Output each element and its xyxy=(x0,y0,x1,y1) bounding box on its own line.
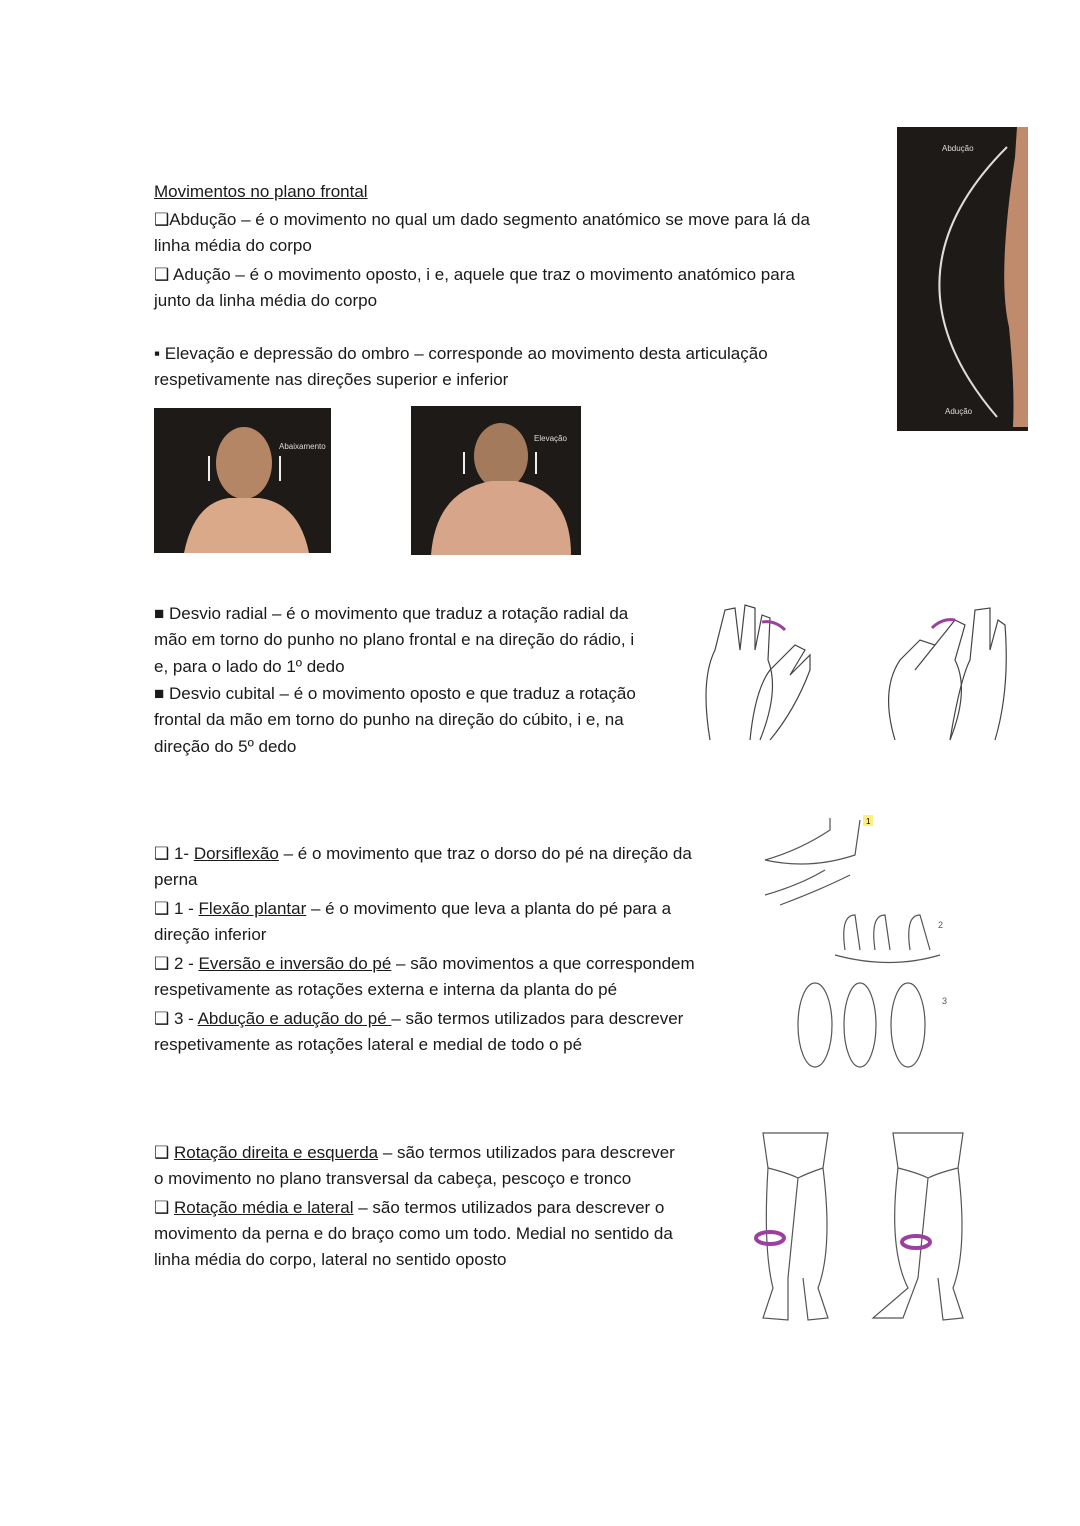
text-line: ■ Desvio radial – é o movimento que traduz a rotação radial da xyxy=(154,604,629,623)
underlined-term: Abdução e adução do pé xyxy=(197,1009,392,1028)
underlined-term: Dorsiflexão xyxy=(193,844,279,863)
text-line xyxy=(154,1035,582,1055)
text-segment: ❑ 1- xyxy=(154,844,194,863)
text-segment: – são termos utilizados para descrever o xyxy=(353,1198,665,1217)
text-segment: ❑ xyxy=(154,1143,174,1162)
text-line: e, para o lado do 1º dedo xyxy=(154,657,345,676)
text-line xyxy=(154,899,671,919)
text-line xyxy=(154,1143,675,1163)
text-line: respetivamente nas direções superior e inferior xyxy=(154,370,509,389)
text-segment: direção inferior xyxy=(154,925,267,944)
text-line xyxy=(154,1198,664,1218)
text-line xyxy=(154,1009,683,1029)
shoulder-elevation-figure xyxy=(411,406,581,555)
text-segment: ❑ xyxy=(154,1198,174,1217)
text-line xyxy=(154,954,695,974)
foot-movements-figure xyxy=(760,810,960,1070)
text-line: ❑Abdução – é o movimento no qual um dado segmento anatómico se move para lá da xyxy=(154,210,810,229)
underlined-term: Flexão plantar xyxy=(198,899,307,918)
text-line: frontal da mão em torno do punho na direção do cúbito, i e, na xyxy=(154,710,624,729)
text-line: linha média do corpo xyxy=(154,236,312,255)
text-line: mão em torno do punho no plano frontal e na direção do rádio, i xyxy=(154,630,635,649)
text-segment: linha média do corpo, lateral no sentido oposto xyxy=(154,1250,507,1269)
abduction-figure xyxy=(897,127,1028,431)
text-segment: ❑ 1 - xyxy=(154,899,199,918)
text-line xyxy=(154,980,617,1000)
underlined-term: Eversão e inversão do pé xyxy=(198,954,392,973)
text-segment: o movimento no plano transversal da cabeça, pescoço e tronco xyxy=(154,1169,632,1188)
arc-arrow-icon xyxy=(897,127,1028,431)
text-segment: perna xyxy=(154,870,198,889)
text-segment: – é o movimento que leva a planta do pé para a xyxy=(306,899,672,918)
text-line xyxy=(154,1224,673,1244)
rotation-arrow-icon xyxy=(762,622,785,630)
text-line xyxy=(154,1250,507,1270)
text-segment: respetivamente as rotações lateral e medial de todo o pé xyxy=(154,1035,583,1054)
text-line: direção do 5º dedo xyxy=(154,737,297,756)
text-segment: – são termos utilizados para descrever xyxy=(391,1009,684,1028)
adduction-label: Adução xyxy=(945,407,973,416)
text-line: ❑ Adução – é o movimento oposto, i e, aquele que traz o movimento anatómico para xyxy=(154,265,795,284)
text-segment: ❑ 3 - xyxy=(154,1009,198,1028)
figure-number: 2 xyxy=(938,920,944,930)
shoulder-elevation-illustration xyxy=(411,406,581,555)
text-line xyxy=(154,1169,631,1189)
rotation-arrow-icon xyxy=(756,1232,784,1244)
depression-label: Abaixamento xyxy=(279,442,326,451)
elevation-label: Elevação xyxy=(534,434,567,443)
shoulder-depression-figure xyxy=(154,408,331,553)
abduction-label: Abdução xyxy=(942,144,974,153)
section-heading: Movimentos no plano frontal xyxy=(154,182,368,201)
text-segment: – são termos utilizados para descrever xyxy=(378,1143,675,1162)
text-segment: – são movimentos a que correspondem xyxy=(391,954,695,973)
text-line: junto da linha média do corpo xyxy=(154,291,378,310)
figure-number: 1 xyxy=(866,817,871,826)
text-line: ▪ Elevação e depressão do ombro – corresponde ao movimento desta articulação xyxy=(154,344,768,363)
shoulder-depression-illustration xyxy=(154,408,331,553)
hand-deviation-figure xyxy=(700,600,1010,745)
text-segment: – é o movimento que traz o dorso do pé na direção da xyxy=(278,844,692,863)
text-segment: ❑ 2 - xyxy=(154,954,199,973)
text-line: ■ Desvio cubital – é o movimento oposto e que traduz a rotação xyxy=(154,684,636,703)
text-line xyxy=(154,925,266,945)
rotation-arrow-icon xyxy=(902,1236,930,1248)
leg-rotation-figure xyxy=(748,1128,978,1328)
figure-number: 3 xyxy=(942,996,948,1006)
text-line xyxy=(154,870,197,890)
text-line xyxy=(154,844,692,864)
underlined-term: Rotação média e lateral xyxy=(173,1198,354,1217)
underlined-term: Rotação direita e esquerda xyxy=(173,1143,379,1162)
text-segment: movimento da perna e do braço como um todo. Medial no sentido da xyxy=(154,1224,673,1243)
text-segment: respetivamente as rotações externa e interna da planta do pé xyxy=(154,980,618,999)
